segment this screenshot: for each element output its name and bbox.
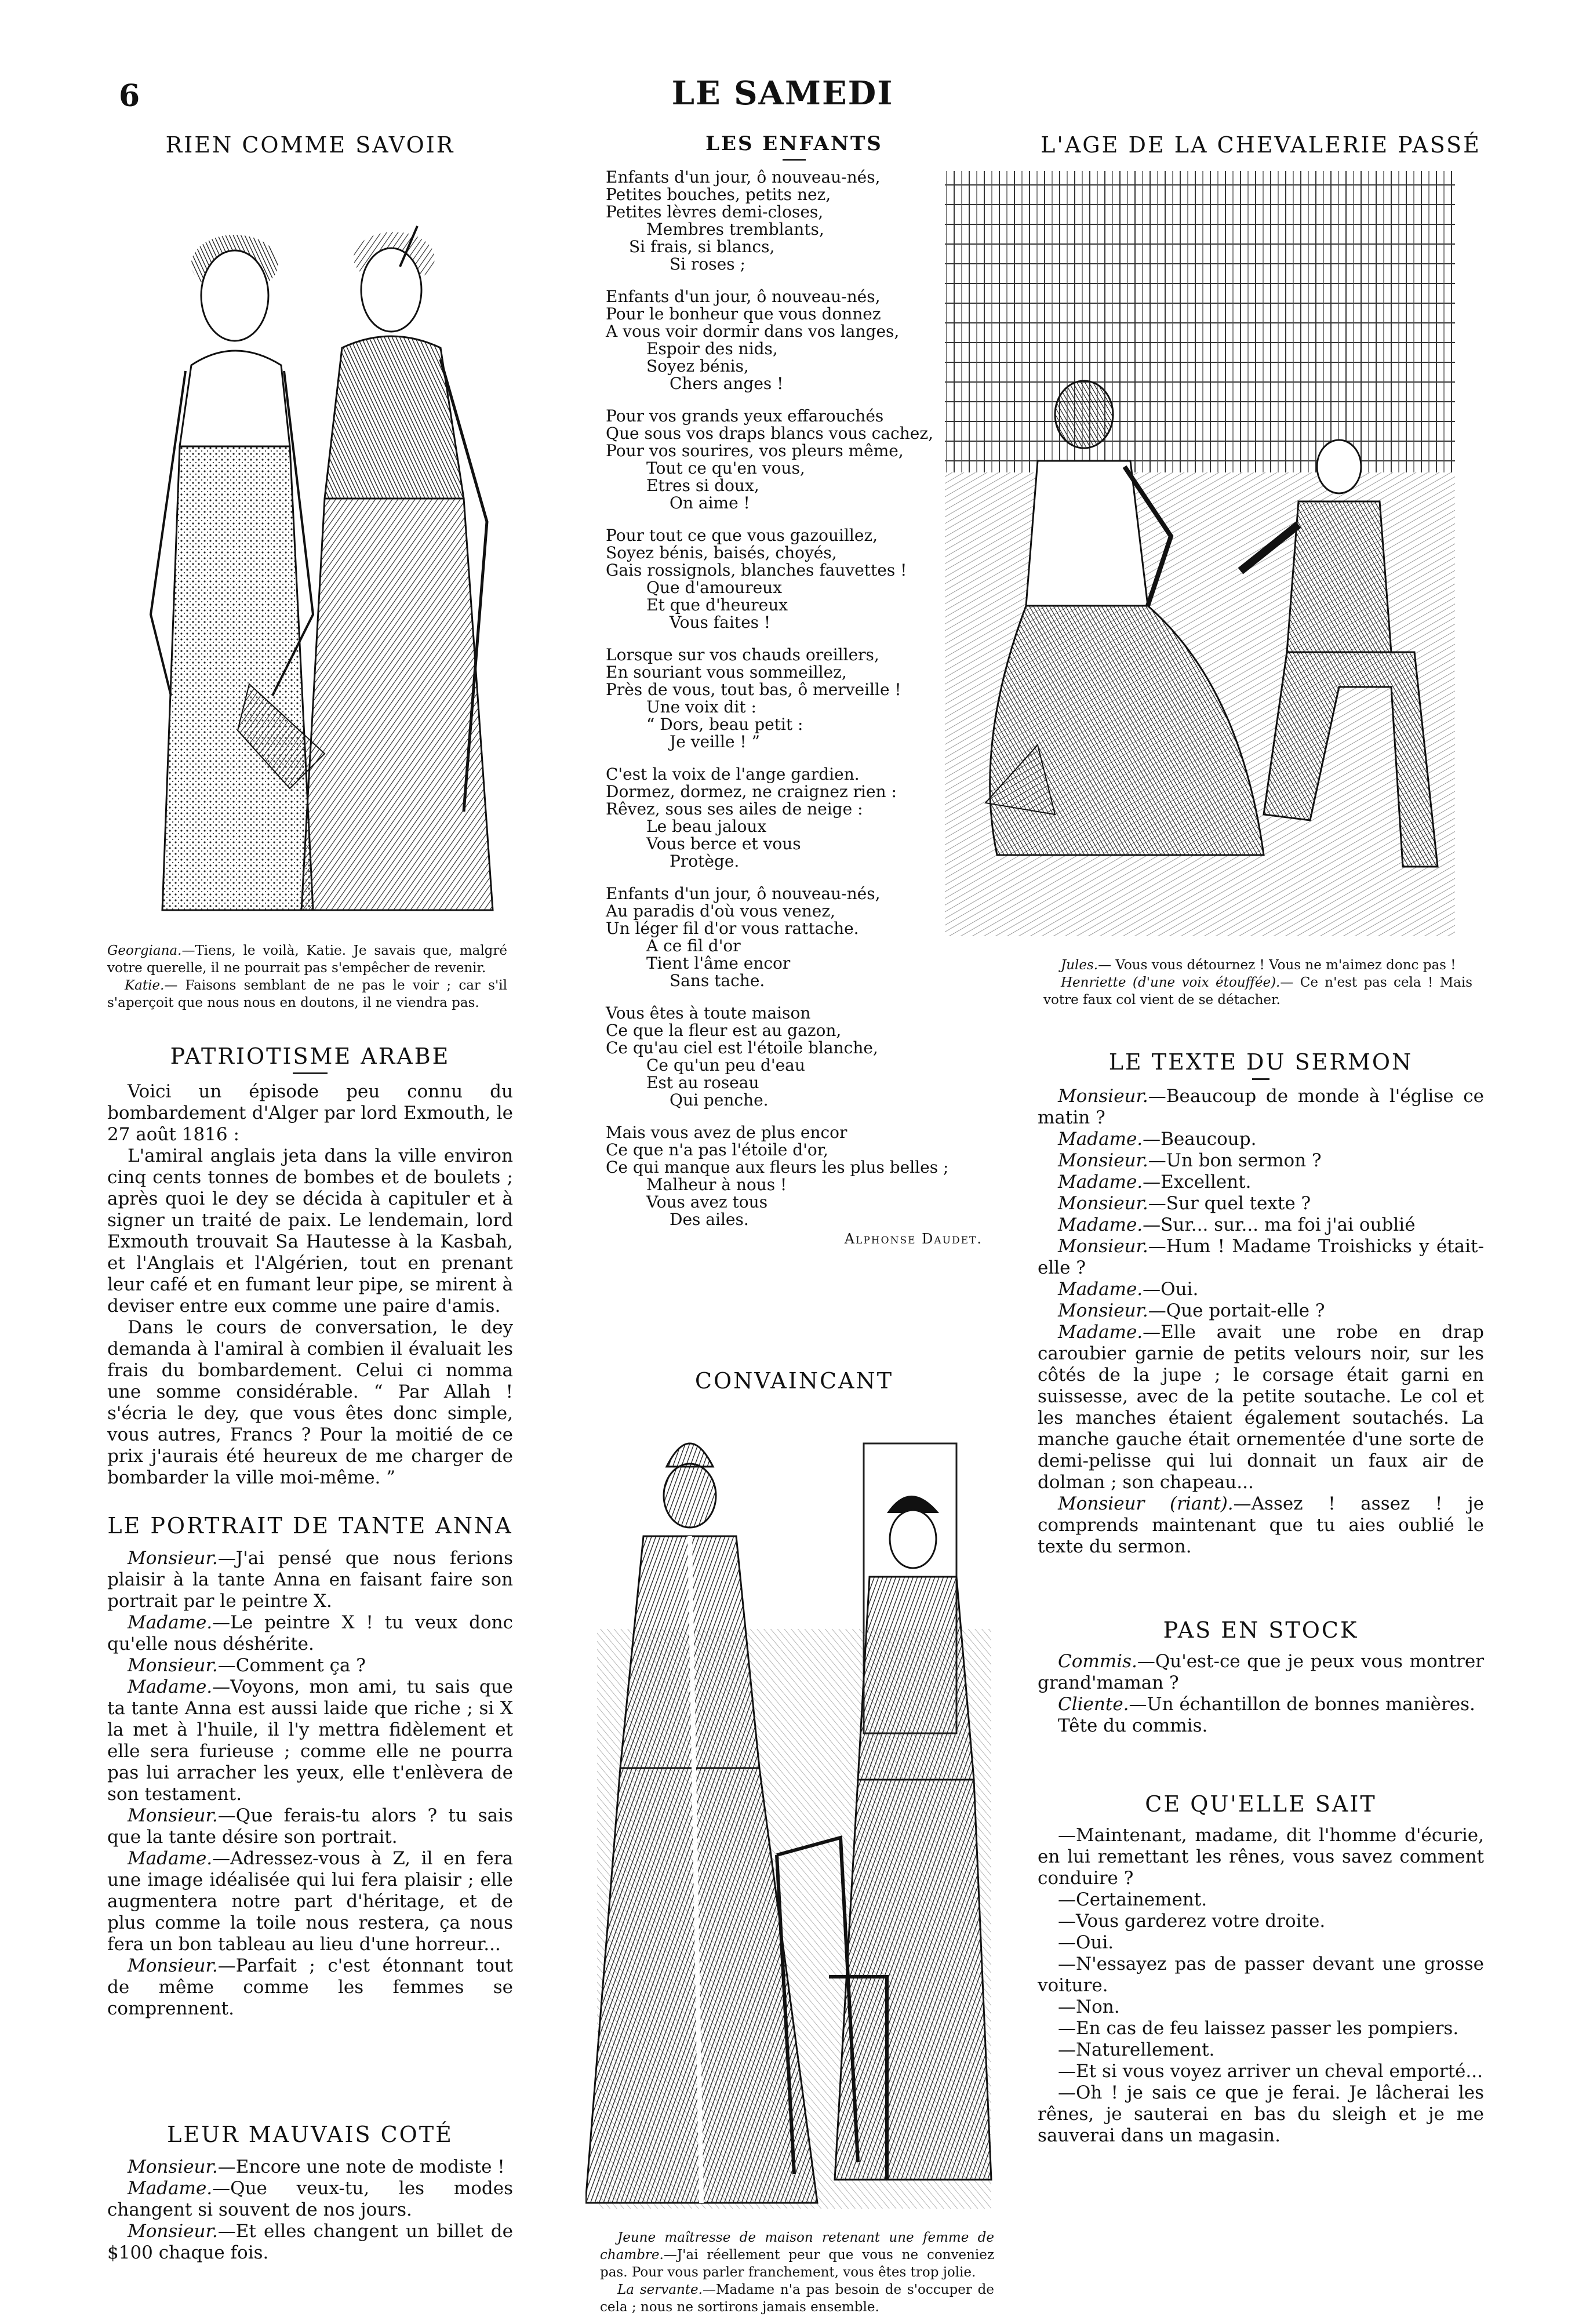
caption-convaincant xyxy=(600,2229,994,2316)
verse: Des ailes. xyxy=(670,1210,749,1229)
verse: Enfants d'un jour, ô nouveau-nés, xyxy=(606,168,881,187)
engraving-two-ladies-art xyxy=(116,174,504,928)
caption-speaker: Henriette (d'une voix étouffée). xyxy=(1061,975,1281,990)
stanza xyxy=(606,408,983,512)
dialog-text: —Beaucoup. xyxy=(1143,1129,1257,1150)
verse: Ce que n'a pas l'étoile d'or, xyxy=(606,1140,828,1159)
verse: Un léger fil d'or vous rattache. xyxy=(606,919,859,938)
verse: En souriant vous sommeillez, xyxy=(606,663,847,682)
speaker: Madame. xyxy=(1058,1279,1143,1300)
stanza xyxy=(606,1005,983,1109)
caption-text: — Ce n'est pas cela ! Mais votre faux col vient de se détacher. xyxy=(1043,975,1472,1008)
dialog-line xyxy=(1038,1322,1484,1493)
speaker: Monsieur. xyxy=(128,1655,218,1676)
caption-speaker: Katie. xyxy=(125,978,165,993)
dialog-text: —Sur quel texte ? xyxy=(1148,1193,1311,1214)
illus-title-convaincant xyxy=(606,1368,983,1394)
speaker: Monsieur. xyxy=(1058,1193,1148,1214)
verse: Sans tache. xyxy=(670,971,765,990)
dialog-line xyxy=(107,2178,513,2221)
speaker: Madame. xyxy=(128,1848,213,1869)
verse: On aime ! xyxy=(670,493,750,512)
verse: Malheur à nous ! xyxy=(646,1175,787,1194)
stanza xyxy=(606,527,983,631)
speaker: Madame. xyxy=(128,1612,213,1633)
dialog-text: —Comment ça ? xyxy=(217,1655,366,1676)
dialog-line: —Certainement. xyxy=(1058,1889,1207,1910)
dialog-text: —Parfait ; c'est étonnant tout de même comme les femmes se comprennent. xyxy=(107,1955,513,2019)
poem-body xyxy=(606,169,983,1228)
verse: Enfants d'un jour, ô nouveau-nés, xyxy=(606,287,881,306)
dialog-line xyxy=(1038,1279,1484,1300)
caption-line xyxy=(107,977,507,1012)
verse: Rêvez, sous ses ailes de neige : xyxy=(606,799,863,819)
dialog-text: —Oui. xyxy=(1143,1279,1199,1300)
dialog-line xyxy=(1038,1694,1484,1715)
poem-les-enfants xyxy=(606,132,983,1247)
dialog-text: —Un bon sermon ? xyxy=(1148,1150,1322,1171)
caption-speaker: La servante. xyxy=(617,2282,703,2297)
caption-line xyxy=(107,942,507,977)
dialog-line xyxy=(107,1848,513,1955)
dialog-line xyxy=(1038,1300,1484,1322)
article-sermon xyxy=(1038,1049,1484,1558)
paragraph: Dans le cours de conversation, le dey demanda à l'amiral à combien il évaluait les frais du bombardement. Celui ci nomma une somme considérable. “ Par Allah ! s'écria le dey, que vous êtes donc simple, vous autres, Francs ? Pour la moitié de ce prix j'aurais été heureux de me charger de bombarder la ville moi-même. ” xyxy=(107,1317,513,1488)
verse: Protège. xyxy=(670,852,740,871)
speaker: Monsieur. xyxy=(128,2221,218,2242)
verse: Que d'amoureux xyxy=(646,578,782,597)
poem-title: LES ENFANTS xyxy=(705,132,883,155)
dialog-line: Tête du commis. xyxy=(1058,1715,1208,1736)
verse: Pour vos grands yeux effarouchés xyxy=(606,406,884,425)
dialog-line xyxy=(1038,1214,1484,1236)
stanza xyxy=(606,288,983,392)
verse: Vous êtes à toute maison xyxy=(606,1003,811,1023)
article-title: CE QU'ELLE SAIT xyxy=(1145,1791,1377,1817)
dialog-line xyxy=(107,1548,513,1612)
verse: Près de vous, tout bas, ô merveille ! xyxy=(606,680,901,699)
illus-title-chevalerie xyxy=(1038,132,1484,158)
dialog-line: —Naturellement. xyxy=(1058,2039,1215,2060)
verse: Si roses ; xyxy=(670,254,745,274)
verse: Dormez, dormez, ne craignez rien : xyxy=(606,782,897,801)
caption-rien xyxy=(107,942,507,1012)
verse: Le beau jaloux xyxy=(646,817,767,836)
article-title: LE TEXTE DU SERMON xyxy=(1108,1049,1413,1075)
verse: Enfants d'un jour, ô nouveau-nés, xyxy=(606,884,881,903)
poem-author: Alphonse Daudet. xyxy=(844,1231,983,1247)
speaker: Madame. xyxy=(128,2178,213,2199)
speaker: Madame. xyxy=(1058,1322,1143,1343)
article-patriotisme xyxy=(107,1043,513,1489)
dialog-text: —Voyons, mon ami, tu sais que ta tante Anna est aussi laide que riche ; si X la met à l'huile, il l'y mettra fidèlement et elle sera furieuse ; comme elle ne pourra pas lui arracher les yeux, elle t'enlèvera de son testament. xyxy=(107,1676,513,1805)
speaker: Monsieur (riant). xyxy=(1058,1493,1234,1514)
dialog-text: —Beaucoup de monde à l'église ce matin ? xyxy=(1038,1086,1484,1128)
caption-text: — Vous vous détournez ! Vous ne m'aimez donc pas ! xyxy=(1098,958,1456,973)
paragraph: Voici un épisode peu connu du bombardement d'Alger par lord Exmouth, le 27 août 1816 : xyxy=(107,1081,513,1145)
dialog-text: —Un échantillon de bonnes manières. xyxy=(1129,1694,1475,1715)
dialog-line: —Non. xyxy=(1058,1996,1120,2017)
dialog-line xyxy=(107,2221,513,2264)
engraving-maid-interview-art xyxy=(585,1409,997,2220)
verse: Ce que la fleur est au gazon, xyxy=(606,1021,842,1040)
article-mauvais xyxy=(107,2122,513,2264)
verse: Ce qu'un peu d'eau xyxy=(646,1056,805,1075)
stanza xyxy=(606,169,983,273)
caption-text: —Tiens, le voilà, Katie. Je savais que, malgré votre querelle, il ne pourrait pas s'empêcher de revenir. xyxy=(107,943,507,976)
verse: C'est la voix de l'ange gardien. xyxy=(606,765,860,784)
article-sait xyxy=(1038,1791,1484,2147)
dialog-line xyxy=(1038,1086,1484,1129)
speaker: Madame. xyxy=(128,1676,213,1697)
speaker: Monsieur. xyxy=(128,1955,218,1976)
verse: Pour le bonheur que vous donnez xyxy=(606,304,881,323)
verse: Une voix dit : xyxy=(646,697,756,717)
verse: Est au roseau xyxy=(646,1073,759,1092)
title-rule xyxy=(783,159,806,161)
caption-line xyxy=(600,2229,994,2281)
dialog-text: —Qu'est-ce que je peux vous montrer grand'maman ? xyxy=(1038,1651,1484,1693)
speaker: Monsieur. xyxy=(128,1805,218,1826)
verse: “ Dors, beau petit : xyxy=(646,715,803,734)
caption-speaker: Jules. xyxy=(1061,958,1098,973)
dialog-line xyxy=(1038,1150,1484,1172)
dialog-line: —N'essayez pas de passer devant une grosse voiture. xyxy=(1038,1954,1484,1996)
dialog-text: —Encore une note de modiste ! xyxy=(217,2156,505,2177)
verse: Pour tout ce que vous gazouillez, xyxy=(606,526,878,545)
article-title: LEUR MAUVAIS COTÉ xyxy=(167,2122,453,2147)
caption-line xyxy=(600,2281,994,2316)
caption-line xyxy=(1043,956,1472,974)
verse: A vous voir dormir dans vos langes, xyxy=(606,322,900,341)
dialog-line: —Et si vous voyez arriver un cheval emporté... xyxy=(1058,2061,1483,2082)
caption-text: —J'ai réellement peur que vous ne conveniez pas. Pour vous parler franchement, vous êtes trop jolie. xyxy=(600,2247,994,2280)
article-title: PAS EN STOCK xyxy=(1163,1617,1359,1643)
verse: Mais vous avez de plus encor xyxy=(606,1123,847,1142)
caption-chevalerie xyxy=(1043,956,1472,1009)
verse: Soyez bénis, xyxy=(646,357,749,376)
verse: Au paradis d'où vous venez, xyxy=(606,901,836,921)
dialog-line xyxy=(107,1655,513,1676)
dialog-line xyxy=(1038,1129,1484,1150)
verse: Et que d'heureux xyxy=(646,595,788,614)
caption-speaker: Jeune maîtresse de maison retenant une femme de chambre. xyxy=(600,2230,994,2263)
dialog-text: —Que veux-tu, les modes changent si souvent de nos jours. xyxy=(107,2178,513,2220)
illustration-title: CONVAINCANT xyxy=(694,1368,894,1394)
verse: Petites lèvres demi-closes, xyxy=(606,202,824,221)
speaker: Monsieur. xyxy=(1058,1086,1148,1107)
dialog-line: —Maintenant, madame, dit l'homme d'écurie, en lui remettant les rênes, vous savez comment conduire ? xyxy=(1038,1825,1484,1889)
page-number: 6 xyxy=(119,78,140,114)
speaker: Monsieur. xyxy=(128,2156,218,2177)
dialog-line: —En cas de feu laissez passer les pompiers. xyxy=(1058,2018,1459,2039)
dialog-text: —J'ai pensé que nous ferions plaisir à la tante Anna en faisant faire son portrait par le peintre X. xyxy=(107,1548,513,1612)
dialog-text: —Adressez-vous à Z, il en fera une image idéalisée qui lui fera plaisir ; elle augmentera notre part d'héritage, et de plus comme la toile nous restera, ça nous fera un bon tableau au lieu d'une horreur... xyxy=(107,1848,513,1955)
engraving-maid-interview xyxy=(585,1409,997,2220)
article-title: PATRIOTISME ARABE xyxy=(170,1043,450,1069)
dialog-text: —Hum ! Madame Troishicks y était-elle ? xyxy=(1038,1236,1484,1278)
caption-speaker: Georgiana. xyxy=(107,943,182,958)
article-portrait xyxy=(107,1513,513,2020)
illustration-title: RIEN COMME SAVOIR xyxy=(165,132,455,158)
illus-title-rien xyxy=(107,132,513,158)
verse: Tient l'âme encor xyxy=(646,954,791,973)
dialog-line xyxy=(107,1612,513,1655)
stanza xyxy=(606,885,983,990)
dialog-text: —Excellent. xyxy=(1143,1172,1252,1192)
verse: Lorsque sur vos chauds oreillers, xyxy=(606,645,879,664)
verse: Que sous vos draps blancs vous cachez, xyxy=(606,424,933,443)
dialog-line xyxy=(107,1955,513,2020)
verse: Soyez bénis, baisés, choyés, xyxy=(606,543,837,562)
speaker: Monsieur. xyxy=(1058,1236,1148,1257)
dialog-text: —Elle avait une robe en drap caroubier garnie de petits velours noir, sur les côtés de la jupe ; le corsage était garni en suissesse, avec de la petite soutache. Le col et les manches étaient également soutachés. La manche gauche était ornementée d'une sorte de demi-pelisse qui lui donnait un faux air de dolman ; son chapeau... xyxy=(1038,1322,1484,1493)
dialog-line: —Vous garderez votre droite. xyxy=(1058,1911,1326,1932)
verse: Si frais, si blancs, xyxy=(629,237,775,256)
verse: Vous berce et vous xyxy=(646,834,801,853)
masthead: LE SAMEDI xyxy=(671,74,894,112)
dialog-line xyxy=(1038,1493,1484,1558)
verse: Petites bouches, petits nez, xyxy=(606,185,831,204)
dialog-line: —Oh ! je sais ce que je ferai. Je lâcherai les rênes, je sauterai en bas du sleigh et je me sauverai dans un magasin. xyxy=(1038,2082,1484,2146)
speaker: Monsieur. xyxy=(1058,1150,1148,1171)
speaker: Monsieur. xyxy=(1058,1300,1148,1321)
verse: A ce fil d'or xyxy=(646,936,741,955)
dialog-line xyxy=(1038,1172,1484,1193)
verse: Espoir des nids, xyxy=(646,339,778,358)
verse: Gais rossignols, blanches fauvettes ! xyxy=(606,561,907,580)
verse: Tout ce qu'en vous, xyxy=(646,459,805,478)
engraving-kneeling-suitor-art xyxy=(939,165,1461,942)
dialog-line xyxy=(107,2156,513,2178)
speaker: Madame. xyxy=(1058,1172,1143,1192)
stanza xyxy=(606,766,983,870)
verse: Ce qui manque aux fleurs les plus belles ; xyxy=(606,1158,949,1177)
caption-text: —Madame n'a pas besoin de s'occuper de cela ; nous ne sortirons jamais ensemble. xyxy=(600,2282,994,2315)
verse: Vous avez tous xyxy=(646,1192,768,1212)
verse: Ce qu'au ciel est l'étoile blanche, xyxy=(606,1038,878,1057)
stanza xyxy=(606,646,983,751)
verse: Pour vos sourires, vos pleurs même, xyxy=(606,441,904,460)
verse: Qui penche. xyxy=(670,1090,769,1110)
engraving-kneeling-suitor xyxy=(939,165,1461,942)
illustration-title: L'AGE DE LA CHEVALERIE PASSÉ xyxy=(1041,132,1481,158)
dialog-line xyxy=(1038,1193,1484,1214)
stanza xyxy=(606,1124,983,1228)
verse: Je veille ! ” xyxy=(670,732,760,751)
dialog-line xyxy=(107,1805,513,1848)
caption-text: — Faisons semblant de ne pas le voir ; car s'il s'aperçoit que nous nous en doutons, il ne viendra pas. xyxy=(107,978,507,1010)
dialog-line xyxy=(1038,1651,1484,1694)
verse: Membres tremblants, xyxy=(646,220,824,239)
speaker: Madame. xyxy=(1058,1214,1143,1235)
dialog-text: —Que ferais-tu alors ? tu sais que la tante désire son portrait. xyxy=(107,1805,513,1847)
speaker: Commis. xyxy=(1058,1651,1137,1672)
dialog-text: —Le peintre X ! tu veux donc qu'elle nous déshérite. xyxy=(107,1612,513,1654)
dialog-text: —Et elles changent un billet de $100 chaque fois. xyxy=(107,2221,513,2263)
dialog-line xyxy=(107,1676,513,1805)
speaker: Cliente. xyxy=(1058,1694,1129,1715)
speaker: Madame. xyxy=(1058,1129,1143,1150)
article-stock xyxy=(1038,1617,1484,1737)
dialog-text: —Assez ! assez ! je comprends maintenant que tu aies oublié le texte du sermon. xyxy=(1038,1493,1484,1557)
dialog-line xyxy=(1038,1236,1484,1279)
dialog-line: —Oui. xyxy=(1058,1932,1114,1953)
verse: Chers anges ! xyxy=(670,374,784,393)
verse: Vous faites ! xyxy=(670,613,771,632)
speaker: Monsieur. xyxy=(128,1548,218,1569)
paragraph: L'amiral anglais jeta dans la ville environ cinq cents tonnes de bombes et de boulets ; après quoi le dey se décida à capituler et à signer un traité de paix. Le lendemain, lord Exmouth trouvait Sa Hautesse à la Kasbah, et l'Anglais et l'Algérien, tout en prenant leur café et en fumant leur pipe, se mirent à deviser entre eux comme une paire d'amis. xyxy=(107,1145,513,1316)
verse: Etres si doux, xyxy=(646,476,759,495)
article-title: LE PORTRAIT DE TANTE ANNA xyxy=(107,1513,513,1539)
dialog-text: —Sur... sur... ma foi j'ai oublié xyxy=(1143,1214,1416,1235)
engraving-two-ladies xyxy=(116,174,504,928)
caption-line xyxy=(1043,974,1472,1009)
dialog-text: —Que portait-elle ? xyxy=(1148,1300,1325,1321)
